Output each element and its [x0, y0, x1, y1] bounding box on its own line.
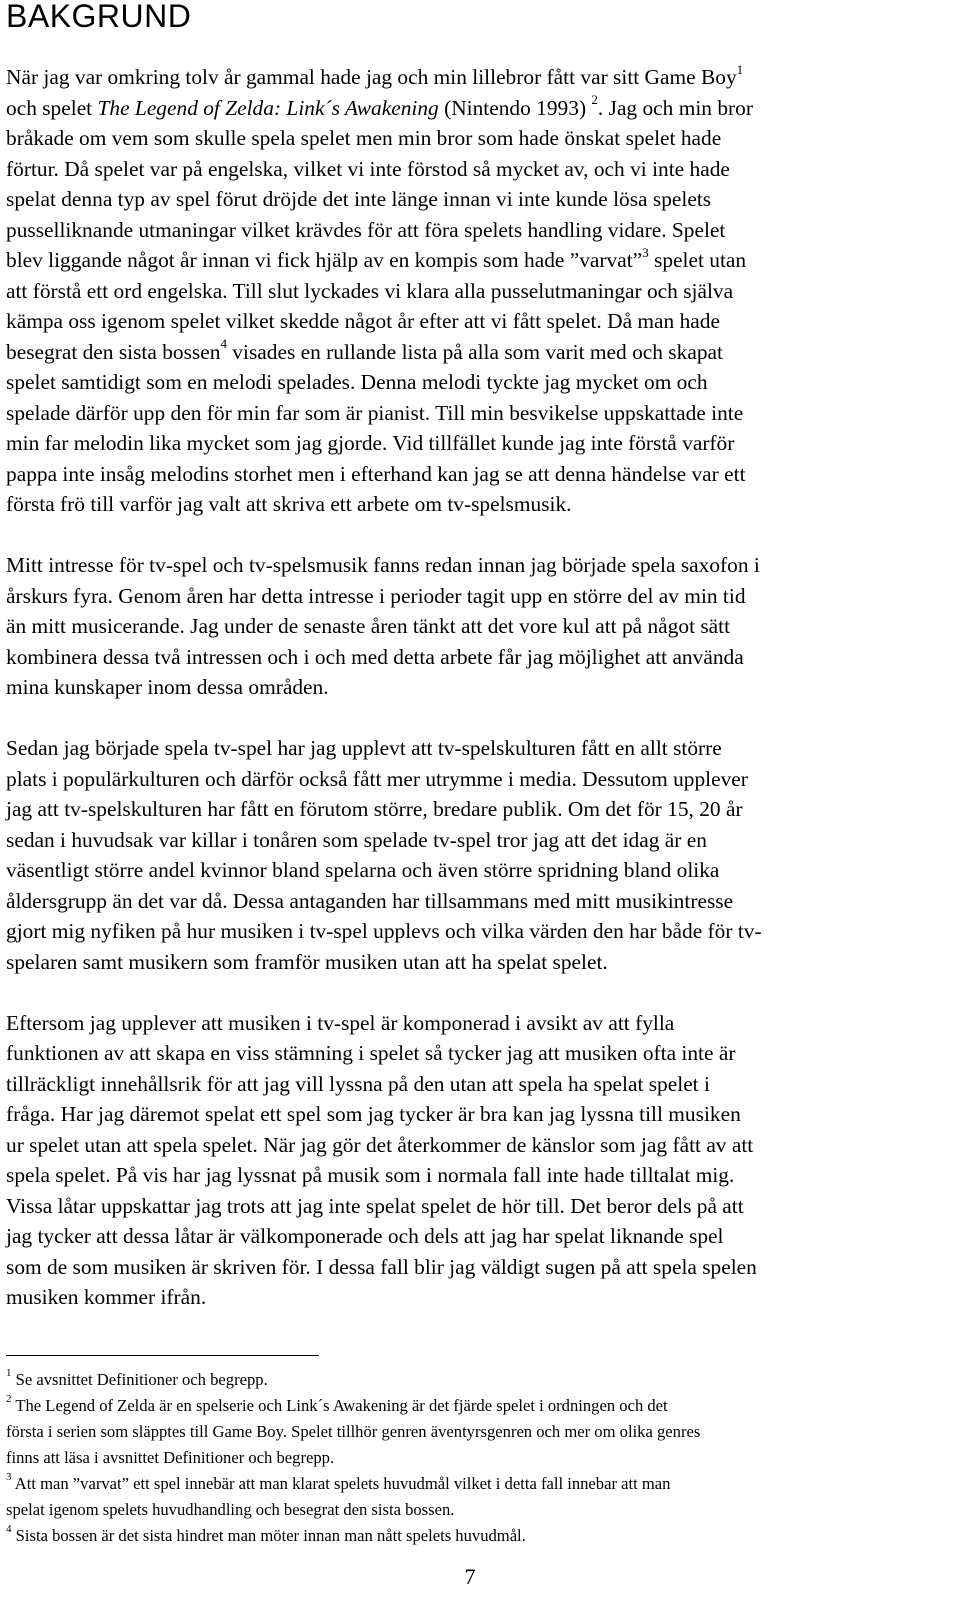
text-line	[6, 62, 946, 93]
line-text: besegrat den sista bossen	[6, 339, 221, 364]
line-text: gjort mig nyfiken på hur musiken i tv-spel upplevs och vilka värden den har både för tv-	[6, 919, 762, 943]
line-text: väsentligt större andel kvinnor bland spelarna och även större spridning bland olika	[6, 858, 720, 882]
line-text: årskurs fyra. Genom åren har detta intresse i perioder tagit upp en större del av min tid	[6, 583, 746, 608]
footnote-text: Att man ”varvat” ett spel innebär att man klarat spelets huvudmål vilket i detta fall innebar att man	[14, 1474, 671, 1493]
text-line	[6, 855, 946, 886]
line-text: visades en rullande lista på alla som varit med och skapat	[226, 339, 723, 364]
line-text: min far melodin lika mycket som jag gjorde. Vid tillfället kunde jag inte förstå varför	[6, 431, 735, 455]
text-line	[6, 764, 946, 795]
page-number: 7	[464, 1564, 476, 1589]
line-text: spelaren samt musikern som framför musiken utan att ha spelat spelet.	[6, 949, 608, 974]
line-text: att förstå ett ord engelska. Till slut lyckades vi klara alla pusselutmaningar och själva	[6, 278, 734, 303]
line-text: jag tycker att dessa låtar är välkomponerade och dels att jag har spelat liknande spel	[6, 1224, 724, 1248]
text-line	[6, 611, 946, 642]
text-line	[6, 428, 946, 459]
text-line	[6, 276, 946, 307]
footnote	[6, 1523, 946, 1549]
section-heading: BAKGRUND	[6, 0, 192, 34]
footnote-text: första i serien som släpptes till Game Boy. Spelet tillhör genren äventyrsgenren och mer om olika genres	[6, 1422, 701, 1441]
line-text: blev liggande något år innan vi fick hjälp av en kompis som hade ”varvat”	[6, 248, 643, 272]
text-line	[6, 367, 946, 398]
text-line	[6, 154, 946, 185]
text-line	[6, 123, 946, 154]
footnote-line	[6, 1393, 946, 1419]
paragraph	[6, 1008, 946, 1313]
line-text: (Nintendo 1993)	[438, 95, 592, 120]
text-line	[6, 642, 946, 673]
line-text: pappa inte insåg melodins storhet men i efterhand kan jag se att denna händelse var ett	[6, 461, 746, 486]
text-line	[6, 581, 946, 612]
line-text: Eftersom jag upplever att musiken i tv-spel är komponerad i avsikt av att fylla	[6, 1010, 675, 1035]
line-text: första frö till varför jag valt att skriva ett arbete om tv-spelsmusik.	[6, 492, 572, 516]
footnote-ref: 3	[642, 244, 649, 260]
line-text: pusselliknande utmaningar vilket krävdes för att föra spelets handling vidare. Spelet	[6, 217, 726, 242]
line-text: Sedan jag började spela tv-spel har jag upplevt att tv-spelskulturen fått en allt större	[6, 736, 722, 760]
line-text: kombinera dessa två intressen och i och med detta arbete får jag möjlighet att använda	[6, 644, 744, 669]
text-line	[6, 184, 946, 215]
text-line	[6, 550, 946, 581]
footnote-ref: 4	[220, 336, 227, 352]
text-line	[6, 794, 946, 825]
text-line	[6, 1160, 946, 1191]
text-line	[6, 1282, 946, 1313]
text-line	[6, 916, 946, 947]
footnote-ref: 1	[736, 61, 744, 77]
footnote-number: 4	[6, 1523, 12, 1536]
footnote-text: spelat igenom spelets huvudhandling och besegrat den sista bossen.	[6, 1500, 455, 1519]
line-text: fråga. Har jag däremot spelat ett spel som jag tycker är bra kan jag lyssna till musiken	[6, 1102, 741, 1126]
line-text: . Jag och min bror	[597, 95, 753, 120]
footnote-text: Sista bossen är det sista hindret man möter innan man nått spelets huvudmål.	[15, 1526, 526, 1545]
text-line	[6, 947, 946, 978]
text-line	[6, 337, 946, 368]
footnote-line	[6, 1445, 946, 1471]
text-line	[6, 459, 946, 490]
footnote-separator	[6, 1355, 319, 1356]
footnote-text: Se avsnittet Definitioner och begrepp.	[15, 1370, 268, 1389]
line-text: spelet samtidigt som en melodi spelades. Denna melodi tyckte jag mycket om och	[6, 370, 708, 394]
line-text: och spelet	[6, 95, 98, 120]
text-line	[6, 1038, 946, 1069]
footnote-line	[6, 1523, 946, 1549]
footnote-line	[6, 1419, 946, 1445]
footnote-text: finns att läsa i avsnittet Definitioner och begrepp.	[6, 1448, 335, 1467]
line-text: än mitt musicerande. Jag under de senaste åren tänkt att det vore kul att på något sätt	[6, 614, 731, 638]
line-text: bråkade om vem som skulle spela spelet men min bror som hade önskat spelet hade	[6, 126, 722, 150]
paragraph	[6, 733, 946, 977]
text-line	[6, 886, 946, 917]
line-text: plats i populärkulturen och därför också fått mer utrymme i media. Dessutom upplever	[6, 766, 748, 791]
text-line	[6, 93, 946, 124]
text-line	[6, 245, 946, 276]
text-line	[6, 1099, 946, 1130]
line-text: spela spelet. På vis har jag lyssnat på musik som i normala fall inte hade tilltalat mig.	[6, 1163, 735, 1187]
text-line	[6, 1069, 946, 1100]
footnote-number: 1	[6, 1367, 12, 1380]
line-text: musiken kommer ifrån.	[6, 1285, 207, 1309]
line-text: ur spelet utan att spela spelet. När jag gör det återkommer de känslor som jag fått av att	[6, 1132, 754, 1157]
line-text: som de som musiken är skriven för. I dessa fall blir jag väldigt sugen på att spela spelen	[6, 1254, 757, 1279]
line-text: spelet utan	[648, 248, 747, 272]
footnote-text: The Legend of Zelda är en spelserie och Link´s Awakening är det fjärde spelet i ordningen och det	[15, 1396, 668, 1415]
line-text: När jag var omkring tolv år gammal hade jag och min lillebror fått var sitt Game Boy	[6, 65, 737, 89]
body-text	[6, 62, 946, 1313]
footnote-line	[6, 1471, 946, 1497]
text-line	[6, 489, 946, 520]
line-text: mina kunskaper inom dessa områden.	[6, 675, 329, 699]
text-line	[6, 215, 946, 246]
text-line	[6, 1130, 946, 1161]
text-line	[6, 1252, 946, 1283]
line-text: spelade därför upp den för min far som är pianist. Till min besvikelse uppskattade inte	[6, 400, 744, 425]
footnote	[6, 1393, 946, 1471]
text-line	[6, 1191, 946, 1222]
footnote	[6, 1367, 946, 1393]
text-line	[6, 733, 946, 764]
footnote-ref: 2	[591, 92, 598, 108]
text-line	[6, 398, 946, 429]
line-text: Mitt intresse för tv-spel och tv-spelsmusik fanns redan innan jag började spela saxofon i	[6, 553, 760, 577]
line-text: sedan i huvudsak var killar i tonåren som spelade tv-spel tror jag att det idag är en	[6, 827, 707, 852]
footnote-line	[6, 1367, 946, 1393]
text-line	[6, 306, 946, 337]
line-text: jag att tv-spelskulturen har fått en förutom större, bredare publik. Om det för 15, 20 år	[6, 797, 743, 821]
footnote-number: 3	[6, 1471, 12, 1484]
text-line	[6, 1221, 946, 1252]
line-text: funktionen av att skapa en viss stämning i spelet så tycker jag att musiken ofta inte är	[6, 1041, 736, 1065]
footnotes	[6, 1367, 946, 1549]
paragraph	[6, 550, 946, 703]
footnote-number: 2	[6, 1393, 12, 1406]
text-line	[6, 672, 946, 703]
line-text: kämpa oss igenom spelet vilket skedde något år efter att vi fått spelet. Då man hade	[6, 309, 720, 333]
paragraph	[6, 62, 946, 520]
line-text: förtur. Då spelet var på engelska, vilket vi inte förstod så mycket av, och vi inte hade	[6, 156, 730, 181]
line-text: tillräckligt innehållsrik för att jag vill lyssna på den utan att spela ha spelat spelet i	[6, 1071, 710, 1096]
text-line	[6, 1008, 946, 1039]
line-text: åldersgrupp än det var då. Dessa antaganden har tillsammans med mitt musikintresse	[6, 888, 734, 913]
line-text: Vissa låtar uppskattar jag trots att jag inte spelat spelet de hör till. Det beror dels på att	[6, 1193, 744, 1218]
game-title: The Legend of Zelda: Link´s Awakening	[97, 95, 439, 120]
line-text: spelat denna typ av spel förut dröjde det inte länge innan vi inte kunde lösa spelets	[6, 187, 712, 211]
text-line	[6, 825, 946, 856]
footnote-line	[6, 1497, 946, 1523]
footnote	[6, 1471, 946, 1523]
